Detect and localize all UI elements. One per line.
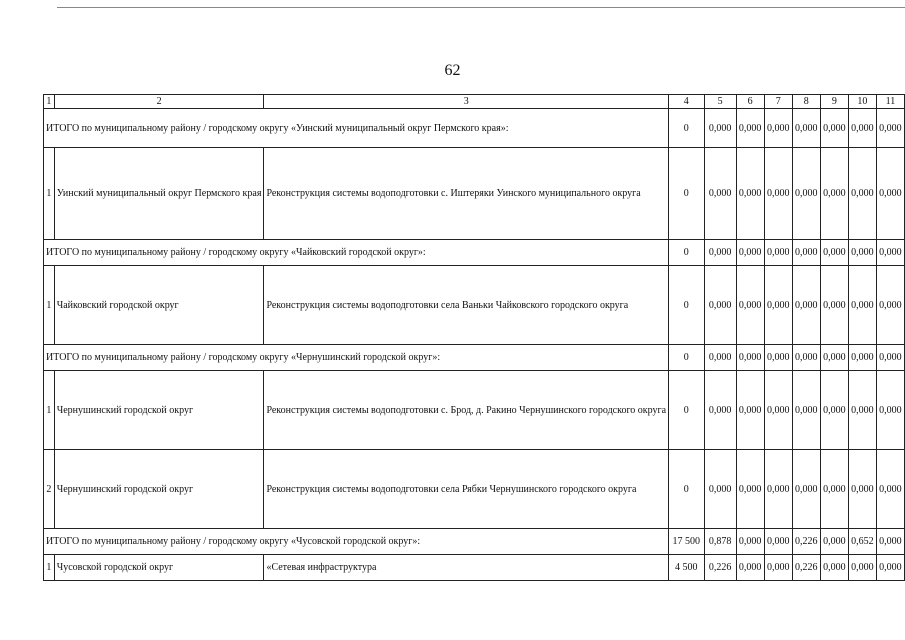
value-cell: 17 500 (669, 529, 704, 555)
object-cell: Реконструкция системы водоподготовки села Ваньки Чайковского городского округа (264, 266, 669, 345)
value-cell: 0,000 (736, 109, 764, 148)
value-cell: 0,000 (704, 109, 736, 148)
object-cell: Реконструкция системы водоподготовки с. Иштеряки Уинского муниципального округа (264, 148, 669, 240)
value-cell: 0,000 (764, 450, 792, 529)
object-cell: Реконструкция системы водоподготовки села Рябки Чернушинского городского округа (264, 450, 669, 529)
value-cell: 0 (669, 240, 704, 266)
value-cell: 0 (669, 266, 704, 345)
value-cell: 0,000 (764, 371, 792, 450)
value-cell: 0,000 (848, 450, 876, 529)
col-header: 4 (669, 95, 704, 109)
value-cell: 0,652 (848, 529, 876, 555)
value-cell: 0,000 (848, 345, 876, 371)
value-cell: 0,000 (876, 555, 904, 581)
data-table (43, 94, 905, 581)
municipality-cell: Чусовской городской округ (54, 555, 264, 581)
col-header: 11 (876, 95, 904, 109)
value-cell: 0,878 (704, 529, 736, 555)
value-cell: 0,000 (848, 109, 876, 148)
value-cell: 0,000 (764, 266, 792, 345)
municipality-cell: Уинский муниципальный округ Пермского края (54, 148, 264, 240)
table-row (44, 450, 905, 529)
row-number: 1 (44, 266, 55, 345)
value-cell: 0,000 (764, 240, 792, 266)
page-number: 62 (444, 62, 461, 79)
value-cell: 0,000 (876, 345, 904, 371)
total-label: ИТОГО по муниципальному району / городскому округу «Чайковский городской округ»: (44, 240, 669, 266)
value-cell: 0,000 (820, 109, 848, 148)
col-header: 10 (848, 95, 876, 109)
value-cell: 0,000 (764, 529, 792, 555)
value-cell: 0,000 (704, 266, 736, 345)
value-cell: 0,000 (848, 240, 876, 266)
value-cell: 0,226 (704, 555, 736, 581)
total-label: ИТОГО по муниципальному району / городскому округу «Уинский муниципальный округ Пермского края»: (44, 109, 669, 148)
value-cell: 0,000 (876, 450, 904, 529)
value-cell: 0,000 (820, 148, 848, 240)
top-rule (57, 7, 905, 8)
object-cell: «Сетевая инфраструктура (264, 555, 669, 581)
row-number: 1 (44, 371, 55, 450)
value-cell: 0,000 (736, 529, 764, 555)
value-cell: 0,000 (848, 371, 876, 450)
total-label: ИТОГО по муниципальному району / городскому округу «Чусовской городской округ»: (44, 529, 669, 555)
object-cell: Реконструкция системы водоподготовки с. Брод, д. Ракино Чернушинского городского округа (264, 371, 669, 450)
value-cell: 0,000 (736, 266, 764, 345)
col-header: 6 (736, 95, 764, 109)
value-cell: 0,000 (764, 345, 792, 371)
value-cell: 4 500 (669, 555, 704, 581)
value-cell: 0,000 (876, 371, 904, 450)
table-row (44, 555, 905, 581)
col-header: 9 (820, 95, 848, 109)
table-row (44, 371, 905, 450)
value-cell: 0,000 (848, 266, 876, 345)
value-cell: 0,226 (792, 529, 820, 555)
value-cell: 0,000 (848, 555, 876, 581)
col-header: 1 (44, 95, 55, 109)
value-cell: 0,000 (704, 240, 736, 266)
value-cell: 0,000 (876, 529, 904, 555)
value-cell: 0,000 (736, 555, 764, 581)
col-header: 5 (704, 95, 736, 109)
value-cell: 0 (669, 148, 704, 240)
value-cell: 0,000 (820, 529, 848, 555)
col-header: 3 (264, 95, 669, 109)
value-cell: 0 (669, 450, 704, 529)
total-row (44, 240, 905, 266)
value-cell: 0,000 (792, 371, 820, 450)
value-cell: 0,000 (764, 555, 792, 581)
value-cell: 0,000 (820, 371, 848, 450)
value-cell: 0,000 (792, 109, 820, 148)
total-row (44, 345, 905, 371)
row-number: 1 (44, 148, 55, 240)
value-cell: 0,000 (876, 240, 904, 266)
value-cell: 0,000 (848, 148, 876, 240)
table-row (44, 266, 905, 345)
municipality-cell: Чернушинский городской округ (54, 450, 264, 529)
value-cell: 0,000 (876, 148, 904, 240)
col-header: 7 (764, 95, 792, 109)
value-cell: 0 (669, 345, 704, 371)
value-cell: 0,000 (792, 450, 820, 529)
value-cell: 0,000 (704, 345, 736, 371)
value-cell: 0,000 (736, 450, 764, 529)
value-cell: 0 (669, 109, 704, 148)
value-cell: 0,000 (792, 148, 820, 240)
value-cell: 0,000 (876, 109, 904, 148)
municipality-cell: Чайковский городской округ (54, 266, 264, 345)
value-cell: 0,000 (820, 240, 848, 266)
value-cell: 0,000 (764, 109, 792, 148)
value-cell: 0,000 (736, 371, 764, 450)
value-cell: 0,000 (704, 450, 736, 529)
value-cell: 0,000 (876, 266, 904, 345)
municipality-cell: Чернушинский городской округ (54, 371, 264, 450)
value-cell: 0,000 (704, 148, 736, 240)
value-cell: 0,000 (764, 148, 792, 240)
row-number: 1 (44, 555, 55, 581)
value-cell: 0,000 (736, 345, 764, 371)
table-row (44, 148, 905, 240)
value-cell: 0,000 (820, 266, 848, 345)
value-cell: 0,000 (820, 345, 848, 371)
row-number: 2 (44, 450, 55, 529)
value-cell: 0,000 (704, 371, 736, 450)
total-row (44, 109, 905, 148)
value-cell: 0,000 (792, 345, 820, 371)
col-header: 2 (54, 95, 264, 109)
total-row (44, 529, 905, 555)
value-cell: 0 (669, 371, 704, 450)
value-cell: 0,000 (792, 266, 820, 345)
value-cell: 0,000 (820, 450, 848, 529)
col-header: 8 (792, 95, 820, 109)
value-cell: 0,000 (736, 148, 764, 240)
value-cell: 0,226 (792, 555, 820, 581)
value-cell: 0,000 (820, 555, 848, 581)
header-row (44, 95, 905, 109)
value-cell: 0,000 (792, 240, 820, 266)
value-cell: 0,000 (736, 240, 764, 266)
total-label: ИТОГО по муниципальному району / городскому округу «Чернушинский городской округ»: (44, 345, 669, 371)
